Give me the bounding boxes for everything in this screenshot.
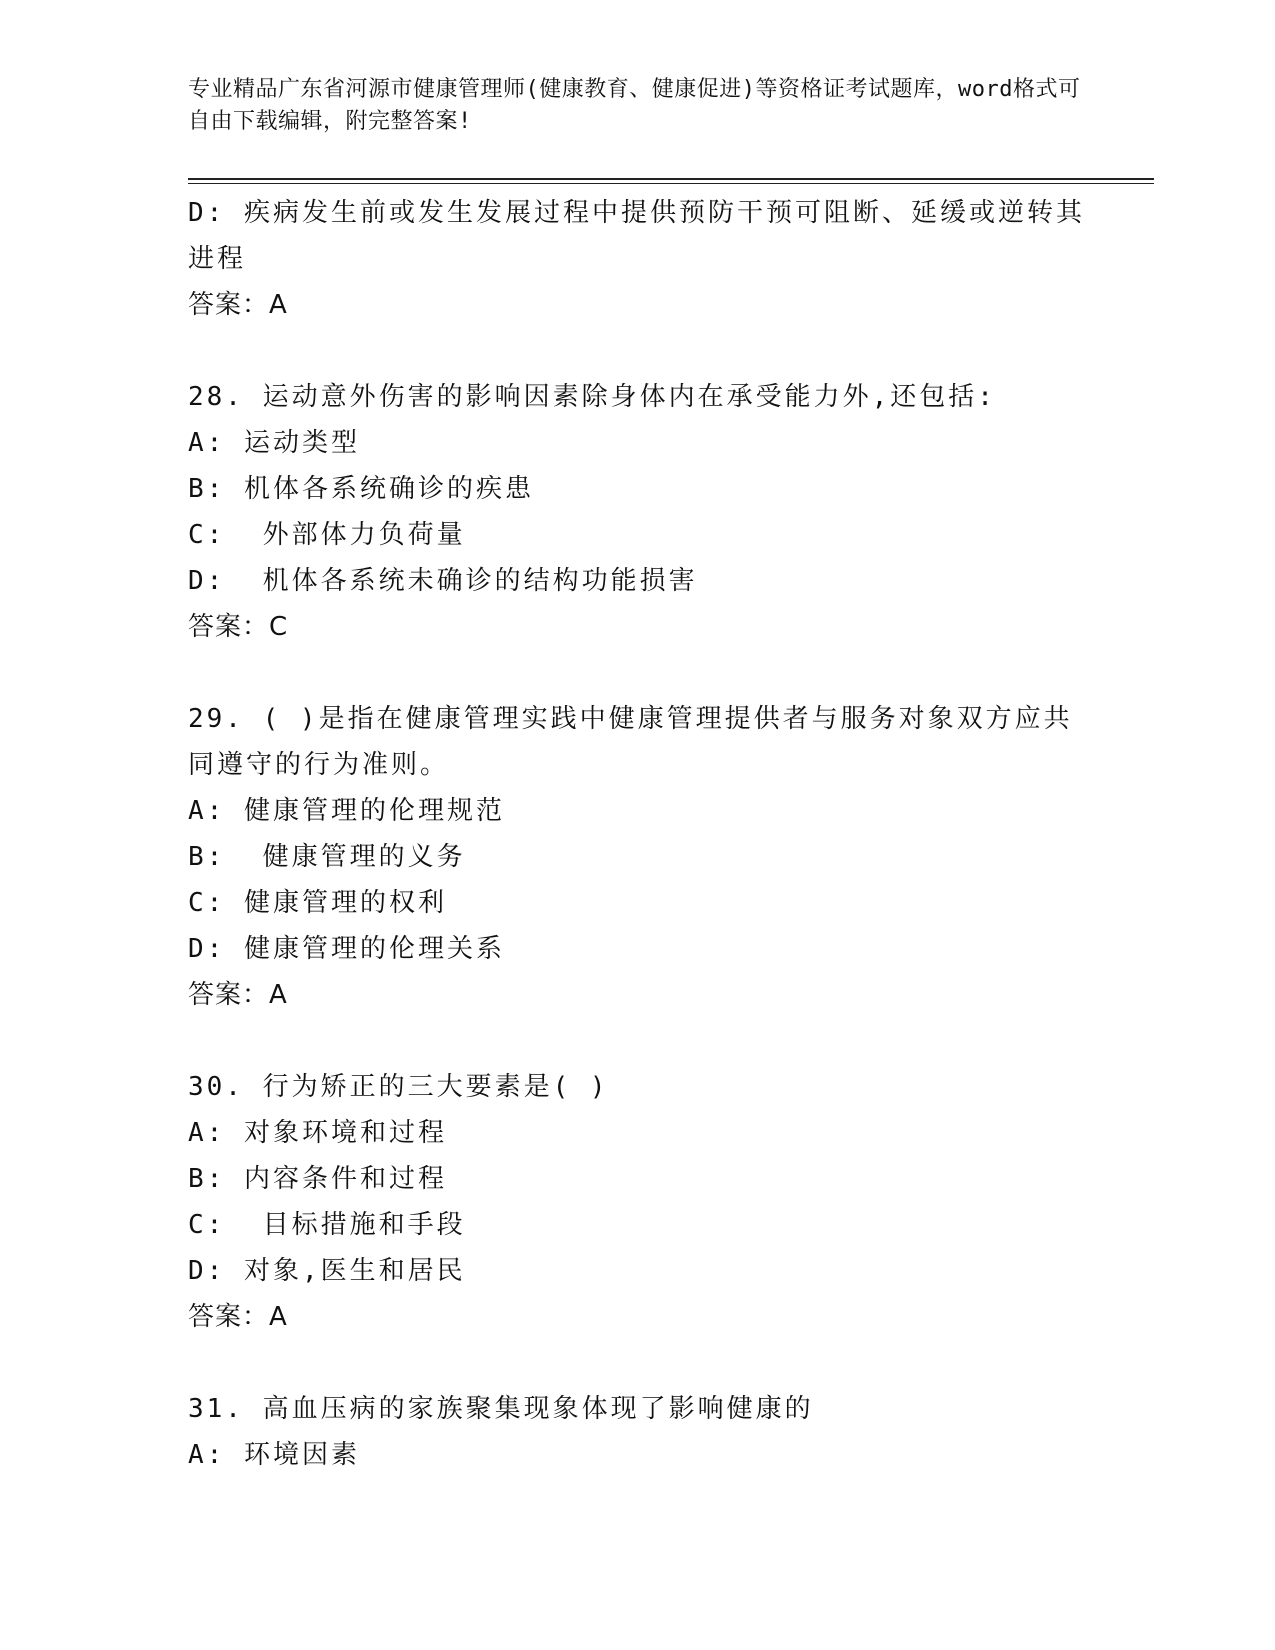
option-c: C: 外部体力负荷量: [188, 520, 466, 550]
option-a: A: 运动类型: [188, 428, 360, 458]
question-answer: 答案：C: [188, 612, 289, 642]
option-b: B: 健康管理的义务: [188, 842, 466, 872]
option-b: B: 内容条件和过程: [188, 1164, 447, 1194]
option-a: A: 对象环境和过程: [188, 1118, 447, 1148]
question-28: [188, 374, 1088, 650]
question-title: 29. ( )是指在健康管理实践中健康管理提供者与服务对象双方应共同遵守的行为准则。: [188, 704, 1073, 780]
question-29: [188, 696, 1088, 1018]
question-31: [188, 1386, 1088, 1478]
prev-question-option-d: D: 疾病发生前或发生发展过程中提供预防干预可阻断、延缓或逆转其进程: [188, 198, 1085, 274]
question-answer: 答案：A: [188, 980, 288, 1010]
option-b: B: 机体各系统确诊的疾患: [188, 474, 534, 504]
prev-question-answer: 答案：A: [188, 290, 288, 320]
option-c: C: 健康管理的权利: [188, 888, 447, 918]
option-a: A: 环境因素: [188, 1440, 360, 1470]
document-header: 专业精品广东省河源市健康管理师(健康教育、健康促进)等资格证考试题库，word格式可自由下载编辑，附完整答案!: [188, 77, 1081, 134]
option-d: D: 健康管理的伦理关系: [188, 934, 505, 964]
question-title: 30. 行为矫正的三大要素是( ): [188, 1072, 609, 1102]
question-answer: 答案：A: [188, 1302, 288, 1332]
option-c: C: 目标措施和手段: [188, 1210, 466, 1240]
option-a: A: 健康管理的伦理规范: [188, 796, 505, 826]
header-divider-thin: [188, 183, 1154, 184]
header-divider: [188, 178, 1154, 180]
question-title: 31. 高血压病的家族聚集现象体现了影响健康的: [188, 1394, 814, 1424]
question-title: 28. 运动意外伤害的影响因素除身体内在承受能力外,还包括:: [188, 382, 996, 412]
question-30: [188, 1064, 1088, 1340]
question-content: [188, 190, 1088, 1478]
option-d: D: 对象,医生和居民: [188, 1256, 466, 1286]
option-d: D: 机体各系统未确诊的结构功能损害: [188, 566, 698, 596]
